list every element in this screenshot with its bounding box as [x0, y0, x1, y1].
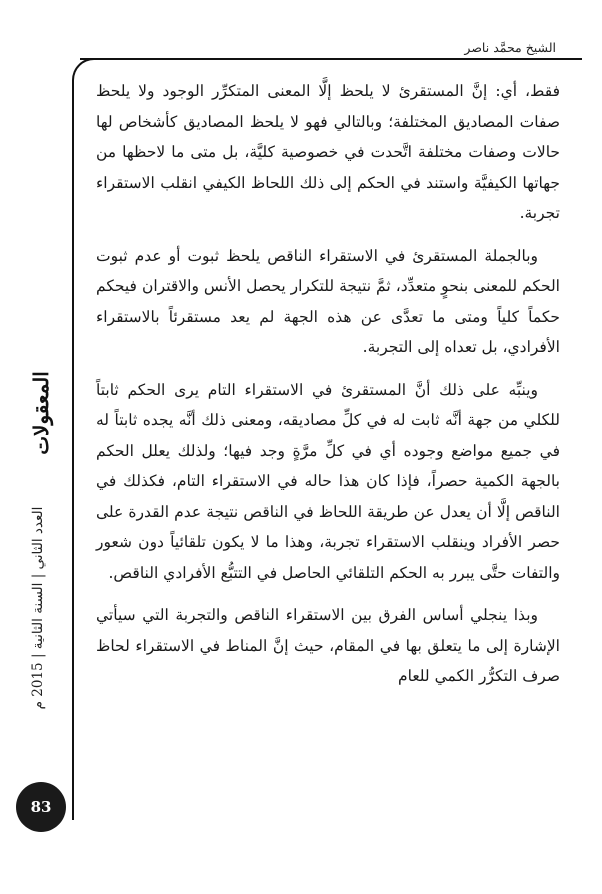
journal-logo-text: المعقولات	[29, 371, 53, 455]
page-number-badge	[16, 782, 66, 832]
body-text	[96, 76, 560, 704]
author-name: الشيخ محمَّد ناصر	[464, 40, 556, 55]
issue-info	[18, 478, 58, 738]
issue-label: العدد الثاني | السنة الثانية | 2015 م	[30, 506, 46, 710]
paragraph: وبذا ينجلي أساس الفرق بين الاستقراء الناقص والتجربة التي سيأتي الإشارة إلى ما يتعلق بها في المقام، حيث إنَّ المناط في الاستقراء لحاظ صرف التكرُّر الكمي للعام	[96, 606, 560, 685]
paragraph: فقط، أي: إنَّ المستقرئ لا يلحظ إلَّا المعنى المتكرِّر الوجود ولا يلحظ صفات المصاديق المختلفة؛ وبالتالي فهو لا يلحظ المصاديق كأشخاص لها حالات وصفات مختلفة اتَّحدت في خصوصية كليَّة، بل متى ما لاحظها من جهاتها الكيفيَّة واستند في الحكم إلى ذلك اللحاظ الكيفي انقلب الاستقراء تجربة.	[96, 82, 560, 222]
paragraph: وبالجملة المستقرئ في الاستقراء الناقص يلحظ ثبوت أو عدم ثبوت الحكم للمعنى بنحوٍ متعدِّد، ثمَّ نتيجة للتكرار يحصل الأنس والاقتران فيحكم حكماً كلياً ومتى ما تعدَّى عن هذه الجهة لم يعد مستقرئاً بالاستقراء الأفرادي، بل تعداه إلى التجربة.	[96, 246, 560, 356]
header-rule	[80, 58, 582, 60]
frame-left-rule	[72, 80, 74, 820]
journal-logo	[20, 358, 62, 468]
paragraph: وينبِّه على ذلك أنَّ المستقرئ في الاستقراء التام يرى الحكم ثابتاً للكلي من جهة أنَّه ثابت له في كلِّ مصاديقه، ومعنى ذلك أنَّه يجده ثابتاً له في جميع مواضع وجوده أي في كلِّ مرَّةٍ وجد فيها؛ ولذلك يعلل الحكم بالجهة الكمية حصراً، فإذا كان هذا حاله في الاستقراء التام، فكذلك في الناقص إلَّا أن يعدل عن طريقة اللحاظ في الناقص نتيجة عدم القدرة على حصر الأفراد وينقلب الاستقراء تجربة، وهذا ما لا يكون تلقائياً دون شعور والتفات حتَّى يبرر به الحكم التلقائي الحاصل في التتبُّع الأفرادي الناقص.	[96, 380, 560, 582]
page-number: 83	[30, 798, 52, 816]
